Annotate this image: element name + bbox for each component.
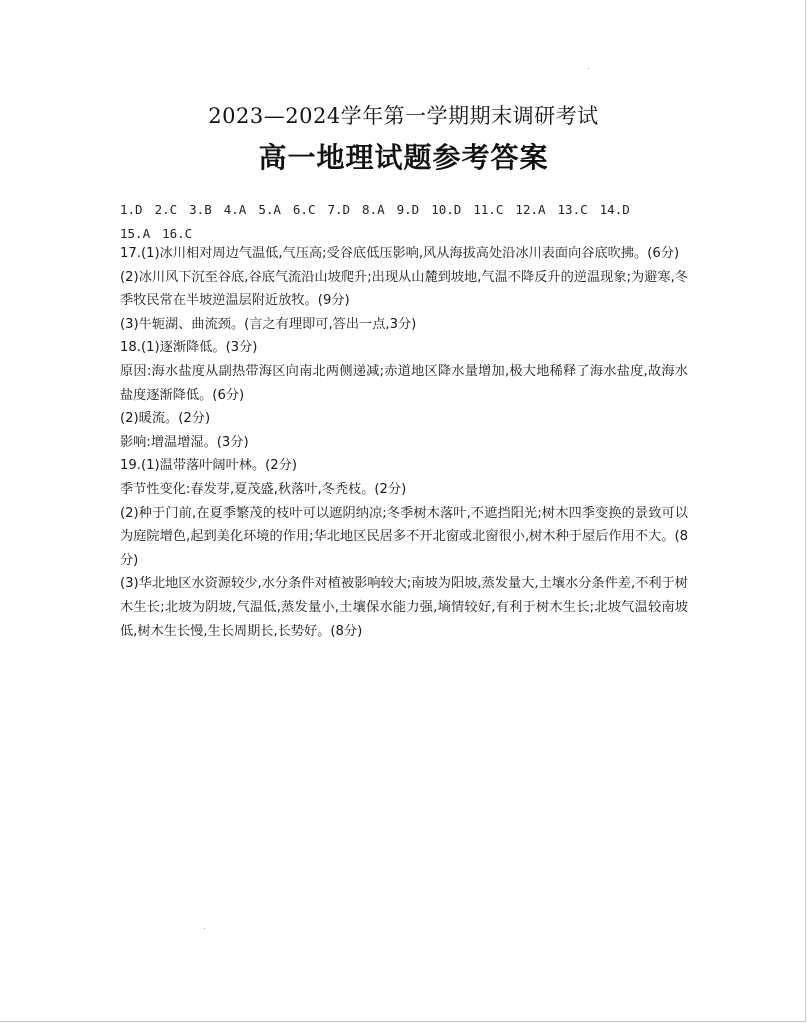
answer-body: [120, 242, 688, 643]
mc-answer: 5.A: [258, 202, 281, 217]
mc-answer: 8.A: [362, 202, 385, 217]
answer-paragraph: (2)暖流。(2分): [120, 411, 211, 427]
answer-paragraph: (3)华北地区水资源较少,水分条件对植被影响较大;南坡为阳坡,蒸发量大,土壤水分条件差,不利于树木生长;北坡为阴坡,气温低,蒸发量小,土壤保水能力强,墒情较好,有利于树木生长;北坡气温较南坡低,树木生长慢,生长周期长,长势好。(8分): [120, 576, 688, 639]
mc-answer: 7.D: [327, 202, 351, 217]
mc-answer: 16.C: [162, 226, 193, 241]
mc-answer: 12.A: [515, 202, 546, 217]
multiple-choice-answers: [120, 198, 700, 246]
answer-paragraph: 17.(1)冰川相对周边气温低,气压高;受谷底低压影响,风从海拔高处沿冰川表面向谷底吹拂。(6分): [120, 246, 680, 261]
document-title: 2023—2024学年第一学期期末调研考试: [208, 104, 599, 128]
mc-answer: 15.A: [120, 226, 151, 241]
answer-paragraph: 季节性变化:春发芽,夏茂盛,秋落叶,冬秃枝。(2分): [120, 481, 407, 497]
scan-speck: [588, 68, 589, 69]
mc-answer: 13.C: [557, 202, 588, 217]
mc-answer: 6.C: [292, 202, 316, 217]
answer-paragraph: 19.(1)温带落叶阔叶林。(2分): [120, 458, 298, 474]
mc-answer: 14.D: [599, 202, 630, 217]
mc-answer: 2.C: [154, 202, 178, 217]
mc-answer: 10.D: [431, 202, 462, 217]
answer-paragraph: 原因:海水盐度从副热带海区向南北两侧递减;赤道地区降水量增加,极大地稀释了海水盐度,故海水盐度逐渐降低。(6分): [120, 363, 688, 403]
answer-paragraph: (2)冰川风下沉至谷底,谷底气流沿山坡爬升;出现从山麓到坡地,气温不降反升的逆温现象;为避寒,冬季牧民常在半坡逆温层附近放牧。(9分): [120, 269, 688, 309]
mc-answer: 3.B: [189, 202, 212, 217]
scan-speck: [204, 928, 205, 929]
mc-answer: 9.D: [396, 202, 420, 217]
mc-answer: 1.D: [120, 202, 143, 217]
answer-paragraph: (3)牛轭湖、曲流颈。(言之有理即可,答出一点,3分): [120, 316, 417, 332]
answer-paragraph: 18.(1)逐渐降低。(3分): [120, 340, 258, 356]
mc-answer: 4.A: [223, 202, 247, 217]
mc-answer: 11.C: [473, 202, 504, 217]
document-subtitle: 高一地理试题参考答案: [258, 141, 549, 174]
answer-paragraph: (2)种于门前,在夏季繁茂的枝叶可以遮阴纳凉;冬季树木落叶,不遮挡阳光;树木四季变换的景致可以为庭院增色,起到美化环境的作用;华北地区民居多不开北窗或北窗很小,树木种于屋后作用不大。(8分): [120, 505, 688, 568]
answer-paragraph: 影响:增温增湿。(3分): [120, 434, 249, 450]
